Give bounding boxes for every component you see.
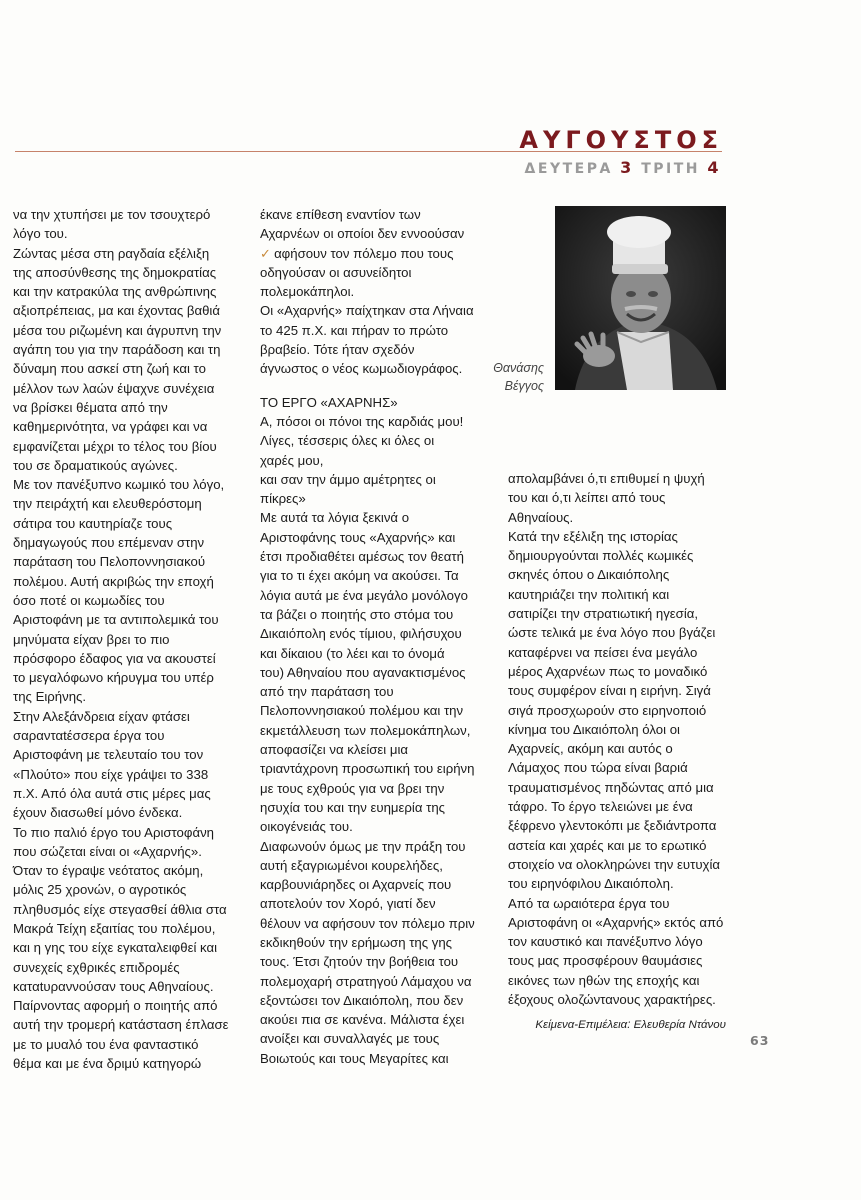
text-line: αστεία και χαρές και με το ερωτικό (508, 837, 707, 853)
text-line: Διαφωνούν όμως με την πράξη του (260, 838, 466, 854)
text-line: δύναμη που ασκεί στη ζωή και το (13, 361, 206, 377)
text-line: ξέφρενο γλεντοκόπι με ξεδιάντροπα (508, 818, 717, 834)
text-line: οικογένειάς του. (260, 819, 353, 835)
text-line: Λάμαχος που τώρα είναι βαριά (508, 760, 688, 776)
text-line: έκανε επίθεση εναντίον των (260, 207, 421, 222)
checkmark-icon: ✓ (260, 245, 272, 261)
text-line: έτσι προδιαθέτει αμέσως τον θεατή (260, 549, 464, 565)
text-line: σκηνές όπου ο Δικαιόπολης (508, 567, 670, 583)
text-line: Δικαιόπολη ενός τίμιου, φιλήσυχου (260, 626, 462, 642)
text-line: Αριστοφάνη με τελευταίο του τον (13, 747, 204, 763)
text-line: Όταν το έγραψε νεότατος ακόμη, (13, 863, 204, 879)
text-line: του ειρηνόφιλου Δικαιόπολη. (508, 876, 674, 892)
text-line: λόγο του. (13, 226, 68, 242)
text-line: πολεμοκάπηλοι. (260, 284, 355, 300)
text-line: τάφρο. Το έργο τελειώνει με ένα (508, 799, 693, 815)
text-line: τους. Έτσι ζητούν την βοήθεια του (260, 954, 459, 970)
section-heading: ΤΟ ΕΡΓΟ «ΑΧΑΡΝΗΣ» (260, 394, 398, 410)
text-line: Από τα ωραιότερα έργα του (508, 895, 670, 911)
text-line: βραβείο. Τότε ήταν σχεδόν (260, 342, 415, 358)
text-line: του) Αθηναίου που αγανακτισμένος (260, 664, 466, 680)
text-line: απολαμβάνει ό,τι επιθυμεί η ψυχή (508, 471, 705, 486)
text-line: που σώζεται είναι οι «Αχαρνής». (13, 843, 202, 859)
text-line: π.Χ. Από όλα αυτά στις μέρες μας (13, 785, 211, 801)
text-line: Κατά την εξέλιξη της ιστορίας (508, 528, 678, 544)
text-line: ώστε τελικά με ένα λόγο που βγάζει (508, 625, 716, 641)
column-1 (13, 205, 245, 1073)
text-line: σάτιρα του καυτηρίαζε τους (13, 515, 173, 531)
photo-caption (440, 359, 544, 395)
text-line: Το πιο παλιό έργο του Αριστοφάνη (13, 824, 214, 840)
text-line: και σαν την άμμο αμέτρητες οι (260, 471, 436, 487)
text-line: Α, πόσοι οι πόνοι της καρδιάς μου! (260, 413, 464, 429)
text-line: πληθυσμός είχε στεγασθεί άθλια στα (13, 901, 227, 917)
text-line: Αριστοφάνη με τα αντιπολεμικά του (13, 612, 219, 628)
text-line: Βοιωτούς και τους Μεγαρίτες και (260, 1050, 449, 1066)
text-line: σιγά προσχωρούν στο ειρηνοποιό (508, 702, 707, 718)
text-line: χαρές μου, (260, 452, 324, 468)
text-line: καθημερινότητα, να γράφει και να (13, 419, 208, 435)
text-line: μέρος Αχαρνέων πως το μοναδικό (508, 663, 708, 679)
text-line: λόγια αυτά με ένα μεγάλο μονόλογο (260, 587, 468, 603)
text-line: συνεχείς εχθρικές επιδρομές (13, 959, 180, 975)
text-line: Μακρά Τείχη εξαιτίας του πολέμου, (13, 920, 216, 936)
column-2 (260, 205, 490, 1068)
text-line: σατιρίζει την στρατιωτική ηγεσία, (508, 606, 699, 622)
text-line: τους συμφέρον είναι η ειρήνη. Σιγά (508, 683, 711, 699)
text-line: δημιουργούνται πολλές κωμικές (508, 548, 694, 564)
text-line: Πελοποννησιακού πολέμου και την (260, 703, 464, 719)
text-line: οδηγούσαν οι ασυνείδητοι (260, 264, 412, 280)
text-line: Αριστοφάνη οι «Αχαρνής» εκτός από (508, 914, 724, 930)
text-line: με το μυαλό του ένα φανταστικό (13, 1036, 199, 1052)
text-line: έξοχους ολοζώντανους χαρακτήρες. (508, 992, 716, 1008)
text-line: να βρίσκει θέματα από την (13, 399, 168, 415)
text-line: της Ειρήνης. (13, 689, 87, 705)
text-line: Αχαρνείς, ακόμη και αυτός ο (508, 741, 673, 757)
text-line: και δίκαιου (το λέει και το όνομά (260, 645, 445, 661)
day1-label: ΔΕΥΤΕΡΑ (524, 161, 613, 177)
text-line: αυτή την τρομερή κατάσταση έπλασε (13, 1017, 229, 1033)
text-line: θέμα και με ένα δριμύ κατηγορώ (13, 1056, 202, 1072)
text-line: θέλουν να αφήσουν τον πόλεμο πριν (260, 915, 475, 931)
text-line: μέσα του ριζωμένη και άγρυπνη την (13, 322, 222, 338)
text-line: αυτή εξαγριωμένοι κουρελήδες, (260, 857, 443, 873)
text-line: τους μας προσφέρουν θαυμάσιες (508, 953, 703, 969)
text-line: καταφέρνει να πείσει ένα μεγάλο (508, 644, 698, 660)
text-line: από την παράταση του (260, 684, 394, 700)
text-line: και την κατρακύλα της ανθρώπινης (13, 284, 217, 300)
text-line: πολέμου. Αυτή ακριβώς την εποχή (13, 573, 214, 589)
text-line: σαρανταtέσσερα έργα του (13, 728, 165, 744)
day2-label: ΤΡΙΤΗ (641, 161, 700, 177)
text-line: καταtυραννούσαν τους Αθηναίους. (13, 978, 214, 994)
text-line: αξιοπρέπειας, μα και έχοντας βαθιά (13, 303, 220, 319)
text-line: για το τι έχει ακόμη να ακούσει. Τα (260, 568, 459, 584)
caption-line: Βέγγος (504, 379, 544, 393)
text-line: αγάπη του για την παράδοση και τη (13, 342, 221, 358)
text-line: εξοντώσει τον Δικαιόπολη, που δεν (260, 992, 464, 1008)
text-line: ακούει πια σε κανένα. Μάλιστα έχει (260, 1012, 465, 1028)
text-line: Αθηναίους. (508, 509, 574, 525)
text-line: Λίγες, τέσσερις όλες κι όλες οι (260, 433, 435, 449)
text-line: του σε δραματικούς αγώνες. (13, 457, 178, 473)
text-line: έχουν διασωθεί μόνο ένδεκα. (13, 805, 183, 821)
text-line: δημαγωγούς που επέμεναν στην (13, 535, 205, 551)
text-line: ησυχία του και την ευημερία της (260, 799, 446, 815)
day1-number: 3 (620, 158, 634, 177)
text-line: αποτελούν τον Χορό, γιατί δεν (260, 896, 436, 912)
text-line: άγνωστος ο νέος κωμωδιογράφος. (260, 361, 463, 377)
text-line: ανοίξει και συναλλαγές με τους (260, 1031, 440, 1047)
text-line: καρβουνιάρηδες οι Αχαρνείς που (260, 877, 452, 893)
text-line: πρόσφορο έδαφος για να ακουστεί (13, 650, 216, 666)
text-line: εικόνες των ηθών της εποχής και (508, 972, 700, 988)
text-line: Παίρνοντας αφορμή ο ποιητής από (13, 998, 218, 1014)
text-line: το μεγαλόφωνο κήρυγμα του υπέρ (13, 670, 214, 686)
text-line-content: αφήσουν τον πόλεμο που τους (274, 245, 454, 261)
text-line: του και ό,τι λείπει από τους (508, 490, 666, 506)
month-title: ΑΥΓΟΥΣΤΟΣ (519, 126, 723, 154)
text-line: εκδικηθούν την ερήμωση της γης (260, 934, 453, 950)
text-line: αποφασίζει να κλείσει μια (260, 742, 409, 758)
column-3 (508, 469, 728, 1009)
text-line: μηνύματα είχαν βρει το πιο (13, 631, 170, 647)
text-line: με τους εχθρούς για να βρει την (260, 780, 445, 796)
text-line: Οι «Αχαρνής» παίχτηκαν στα Λήναια (260, 303, 474, 319)
text-line: πίκρες» (260, 491, 306, 507)
text-line: εκμετάλλευση των πολεμοκάπηλων, (260, 722, 471, 738)
text-line: όσο ποτέ οι κωμωδίες του (13, 592, 165, 608)
text-line: Αχαρνέων οι οποίοι δεν εννοούσαν (260, 226, 465, 242)
text-line: Με τον πανέξυπνο κωμικό του λόγο, (13, 477, 225, 493)
text-line: Με αυτά τα λόγια ξεκινά ο (260, 510, 410, 526)
page-number: 63 (750, 1033, 770, 1048)
text-line: παράταση του Πελοποννησιακού (13, 554, 206, 570)
text-line: τριαντάχρονη προσωπική του ειρήνη (260, 761, 475, 777)
text-line: να την χτυπήσει με τον τσουχτερό (13, 207, 211, 222)
text-line: στοιχείο να ολοκληρώνει την ευτυχία (508, 856, 721, 872)
portrait-illustration (555, 206, 726, 390)
text-line: το 425 π.Χ. και πήραν το πρώτο (260, 322, 449, 338)
text-line: κίνημα του Δικαιόπολη όλοι οι (508, 721, 680, 737)
text-line: «Πλούτο» που είχε γράψει το 338 (13, 766, 209, 782)
text-line: Αριστοφάνης τους «Αχαρνής» και (260, 529, 456, 545)
text-line: της αποσύνθεσης της δημοκρατίας (13, 264, 217, 280)
text-line: μόλις 25 χρονών, ο αγροτικός (13, 882, 187, 898)
portrait-photo (555, 206, 726, 390)
text-line: εμφανίζεται μέχρι το τέλος του βίου (13, 438, 217, 454)
text-line: Ζώντας μέσα στη ραγδαία εξέλιξη (13, 245, 210, 261)
text-line: τραυματισμένος πηδώντας από μια (508, 779, 714, 795)
days-line (525, 158, 721, 177)
day2-number: 4 (707, 158, 721, 177)
text-line: Στην Αλεξάνδρεια είχαν φτάσει (13, 708, 190, 724)
text-line: τον καυστικό και πανέξυπνο λόγο (508, 934, 703, 950)
caption-line: Θανάσης (493, 361, 544, 375)
text-line: καυτηριάζει την πολιτική και (508, 586, 670, 602)
text-line: τα βάζει ο ποιητής στο στόμα του (260, 606, 454, 622)
text-line: την πειράχτή και ελευθερόστομη (13, 496, 202, 512)
article-credit: Κείμενα-Επιμέλεια: Ελευθερία Ντάνου (535, 1019, 726, 1031)
text-line: πολεμοχαρή στρατηγού Λάμαχου να (260, 973, 472, 989)
text-line: και η γης του είχε εγκαταλειφθεί και (13, 940, 218, 956)
text-line: μέλλον των λαών έψαχνε συνέχεια (13, 380, 215, 396)
text-line (260, 244, 490, 263)
